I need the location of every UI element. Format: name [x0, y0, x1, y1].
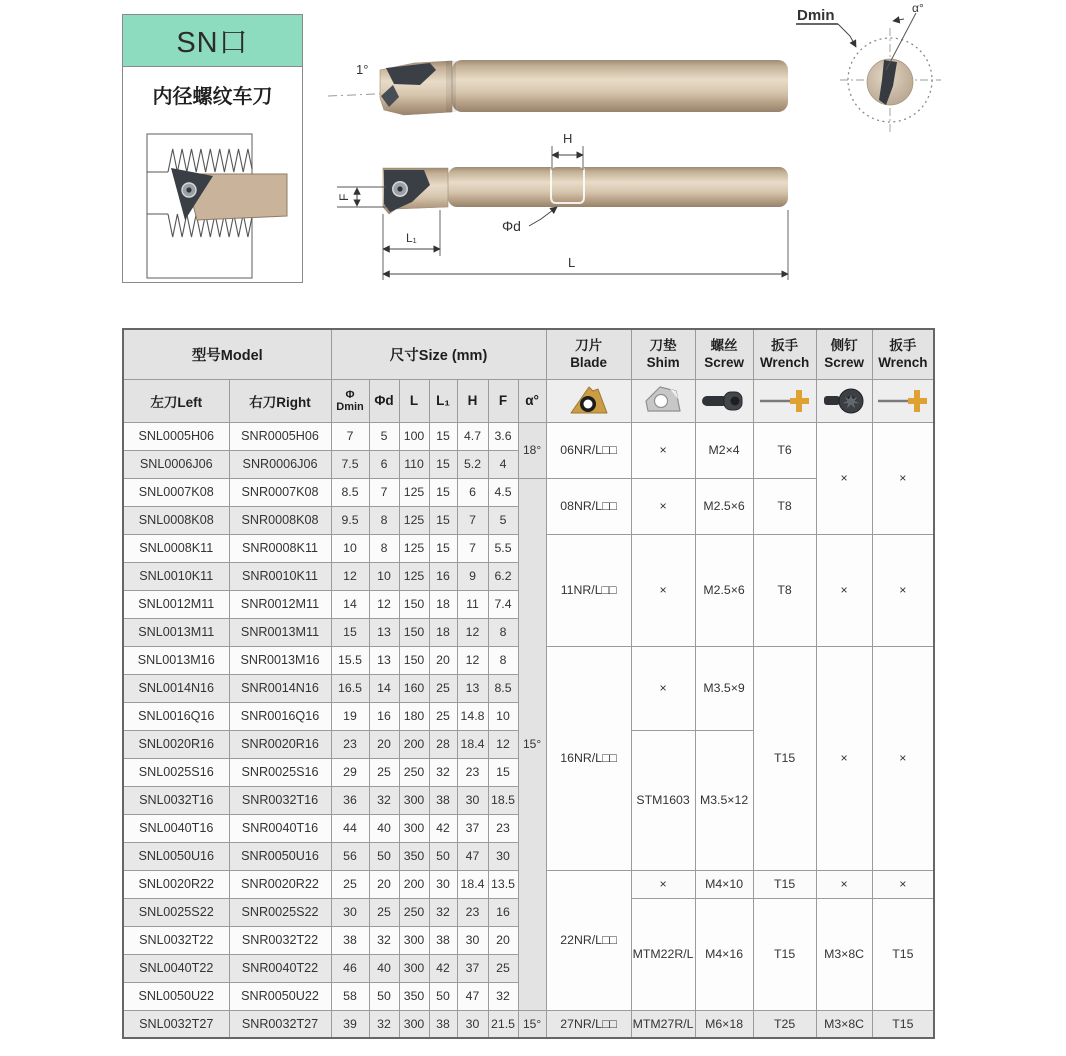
- torx-wrench-icon: [875, 386, 931, 416]
- cell-d: 20: [369, 730, 399, 758]
- cell-right: SNR0010K11: [229, 562, 331, 590]
- cell-side-screw: ×: [816, 646, 872, 870]
- cell-side-screw: ×: [816, 534, 872, 646]
- dim-label-phi-d: Φd: [502, 218, 521, 234]
- cell-dmin: 16.5: [331, 674, 369, 702]
- cell-F: 20: [488, 926, 518, 954]
- cell-L: 300: [399, 954, 429, 982]
- cell-d: 13: [369, 618, 399, 646]
- cell-L: 350: [399, 982, 429, 1010]
- header-blade-icon-cell: [546, 379, 631, 422]
- cell-L1: 38: [429, 926, 457, 954]
- cell-L1: 30: [429, 870, 457, 898]
- cell-L: 250: [399, 898, 429, 926]
- cell-wrench: T15: [753, 870, 816, 898]
- cell-H: 6: [457, 478, 488, 506]
- cell-H: 30: [457, 1010, 488, 1038]
- cell-H: 7: [457, 534, 488, 562]
- cell-blade: 08NR/L□□: [546, 478, 631, 534]
- header-screw-icon-cell: [695, 379, 753, 422]
- cell-L1: 38: [429, 1010, 457, 1038]
- cell-L1: 50: [429, 982, 457, 1010]
- blade-insert-icon: [566, 383, 612, 419]
- cell-d: 12: [369, 590, 399, 618]
- cell-L: 150: [399, 590, 429, 618]
- dim-label-dmin: Dmin: [797, 7, 835, 24]
- cell-dmin: 39: [331, 1010, 369, 1038]
- cell-right: SNR0006J06: [229, 450, 331, 478]
- angle-1deg-label: 1°: [356, 62, 369, 77]
- torx-wrench-icon: [757, 386, 813, 416]
- header-wrench-icon-cell: [753, 379, 816, 422]
- header-shim: 刀垫 Shim: [631, 329, 695, 379]
- cell-blade: 16NR/L□□: [546, 646, 631, 870]
- header-right-tool: 右刀Right: [229, 379, 331, 422]
- cell-F: 15: [488, 758, 518, 786]
- cell-F: 30: [488, 842, 518, 870]
- cell-d: 5: [369, 422, 399, 450]
- cell-left: SNL0016Q16: [123, 702, 229, 730]
- cell-d: 50: [369, 982, 399, 1010]
- cell-d: 13: [369, 646, 399, 674]
- cell-F: 4: [488, 450, 518, 478]
- cell-left: SNL0008K11: [123, 534, 229, 562]
- header-l: L: [399, 379, 429, 422]
- cell-right: SNR0005H06: [229, 422, 331, 450]
- cell-shim: STM1603: [631, 730, 695, 870]
- cell-right: SNR0014N16: [229, 674, 331, 702]
- cell-d: 25: [369, 898, 399, 926]
- cell-right: SNR0016Q16: [229, 702, 331, 730]
- header-phi-d: Φd: [369, 379, 399, 422]
- cell-H: 37: [457, 814, 488, 842]
- header-wrench-2: 扳手 Wrench: [872, 329, 934, 379]
- cell-F: 10: [488, 702, 518, 730]
- cell-wrench-2: ×: [872, 646, 934, 870]
- cell-side-screw: ×: [816, 422, 872, 534]
- cell-H: 11: [457, 590, 488, 618]
- cell-L: 150: [399, 618, 429, 646]
- cell-H: 30: [457, 926, 488, 954]
- header-l1: L₁: [429, 379, 457, 422]
- cell-dmin: 10: [331, 534, 369, 562]
- cell-H: 7: [457, 506, 488, 534]
- header-side-screw: 侧钉 Screw: [816, 329, 872, 379]
- cell-dmin: 36: [331, 786, 369, 814]
- cell-left: SNL0032T16: [123, 786, 229, 814]
- cell-dmin: 56: [331, 842, 369, 870]
- cell-left: SNL0025S16: [123, 758, 229, 786]
- cell-H: 23: [457, 898, 488, 926]
- cell-wrench-2: T15: [872, 1010, 934, 1038]
- cell-left: SNL0013M11: [123, 618, 229, 646]
- cell-left: SNL0025S22: [123, 898, 229, 926]
- cell-blade: 06NR/L□□: [546, 422, 631, 478]
- header-blade: 刀片 Blade: [546, 329, 631, 379]
- header-screw: 螺丝 Screw: [695, 329, 753, 379]
- cell-dmin: 25: [331, 870, 369, 898]
- cell-right: SNR0020R16: [229, 730, 331, 758]
- cell-dmin: 15: [331, 618, 369, 646]
- cell-L1: 15: [429, 422, 457, 450]
- tool-dimension-drawing: [0, 0, 1066, 315]
- table-row: [123, 478, 934, 506]
- header-left-tool: 左刀Left: [123, 379, 229, 422]
- cell-dmin: 19: [331, 702, 369, 730]
- cell-d: 40: [369, 954, 399, 982]
- cell-dmin: 12: [331, 562, 369, 590]
- cell-left: SNL0012M11: [123, 590, 229, 618]
- cell-right: SNR0012M11: [229, 590, 331, 618]
- header-shim-icon-cell: [631, 379, 695, 422]
- cell-right: SNR0008K11: [229, 534, 331, 562]
- cell-L1: 38: [429, 786, 457, 814]
- cell-side-screw: M3×8C: [816, 898, 872, 1010]
- cell-H: 47: [457, 842, 488, 870]
- cell-F: 12: [488, 730, 518, 758]
- cell-L: 125: [399, 534, 429, 562]
- cell-L1: 42: [429, 954, 457, 982]
- cell-H: 18.4: [457, 870, 488, 898]
- cell-H: 23: [457, 758, 488, 786]
- cell-shim: MTM27R/L: [631, 1010, 695, 1038]
- cell-d: 32: [369, 786, 399, 814]
- cell-shim: ×: [631, 478, 695, 534]
- cell-wrench: T6: [753, 422, 816, 478]
- cell-L: 180: [399, 702, 429, 730]
- dim-label-f: F: [337, 193, 351, 201]
- cell-F: 16: [488, 898, 518, 926]
- cell-shim: ×: [631, 422, 695, 478]
- cell-dmin: 15.5: [331, 646, 369, 674]
- cell-d: 8: [369, 506, 399, 534]
- cell-wrench: T8: [753, 478, 816, 534]
- cell-left: SNL0008K08: [123, 506, 229, 534]
- cell-H: 37: [457, 954, 488, 982]
- cell-right: SNR0007K08: [229, 478, 331, 506]
- cell-L: 125: [399, 506, 429, 534]
- cell-dmin: 9.5: [331, 506, 369, 534]
- cell-L1: 18: [429, 618, 457, 646]
- cell-blade: 22NR/L□□: [546, 870, 631, 1010]
- cell-L: 160: [399, 674, 429, 702]
- cell-L1: 18: [429, 590, 457, 618]
- cell-L1: 15: [429, 478, 457, 506]
- cell-L1: 25: [429, 702, 457, 730]
- cell-H: 30: [457, 786, 488, 814]
- cell-dmin: 38: [331, 926, 369, 954]
- cell-H: 18.4: [457, 730, 488, 758]
- cell-dmin: 29: [331, 758, 369, 786]
- cell-left: SNL0050U16: [123, 842, 229, 870]
- dim-label-h: H: [563, 131, 573, 146]
- cell-L: 300: [399, 786, 429, 814]
- table-row: [123, 1010, 934, 1038]
- header-dmin: Φ Dmin: [331, 379, 369, 422]
- cell-dmin: 7: [331, 422, 369, 450]
- cell-F: 23: [488, 814, 518, 842]
- table-row: [123, 422, 934, 450]
- cell-L: 100: [399, 422, 429, 450]
- cell-dmin: 7.5: [331, 450, 369, 478]
- cell-F: 8: [488, 646, 518, 674]
- cell-right: SNR0040T22: [229, 954, 331, 982]
- cell-right: SNR0040T16: [229, 814, 331, 842]
- cell-d: 40: [369, 814, 399, 842]
- cell-screw: M4×16: [695, 898, 753, 1010]
- cell-F: 5: [488, 506, 518, 534]
- dim-label-l1: L₁: [406, 231, 417, 245]
- shim-icon: [640, 383, 686, 419]
- cell-right: SNR0025S16: [229, 758, 331, 786]
- cell-d: 7: [369, 478, 399, 506]
- cell-d: 32: [369, 926, 399, 954]
- cell-left: SNL0050U22: [123, 982, 229, 1010]
- cell-shim: MTM22R/L: [631, 898, 695, 1010]
- side-screw-icon: [818, 384, 870, 418]
- cell-left: SNL0040T16: [123, 814, 229, 842]
- cell-dmin: 14: [331, 590, 369, 618]
- cell-dmin: 44: [331, 814, 369, 842]
- cell-d: 32: [369, 1010, 399, 1038]
- cell-L1: 16: [429, 562, 457, 590]
- cell-screw: M2.5×6: [695, 534, 753, 646]
- spec-table-body: [123, 422, 934, 1038]
- header-side-screw-icon-cell: [816, 379, 872, 422]
- cell-L: 125: [399, 562, 429, 590]
- cell-F: 8.5: [488, 674, 518, 702]
- cell-alpha: 18°: [518, 422, 546, 478]
- cell-dmin: 8.5: [331, 478, 369, 506]
- cell-wrench: T15: [753, 646, 816, 870]
- tool-side-view-top: [328, 60, 788, 115]
- cell-right: SNR0050U16: [229, 842, 331, 870]
- cell-blade: 27NR/L□□: [546, 1010, 631, 1038]
- header-h: H: [457, 379, 488, 422]
- cell-left: SNL0007K08: [123, 478, 229, 506]
- header-size: 尺寸Size (mm): [331, 329, 546, 379]
- cell-d: 25: [369, 758, 399, 786]
- cell-L1: 32: [429, 898, 457, 926]
- cell-F: 18.5: [488, 786, 518, 814]
- cell-L: 350: [399, 842, 429, 870]
- cell-right: SNR0032T27: [229, 1010, 331, 1038]
- cell-F: 25: [488, 954, 518, 982]
- cell-H: 5.2: [457, 450, 488, 478]
- tool-end-view: [796, 1, 941, 133]
- cell-screw: M4×10: [695, 870, 753, 898]
- cell-left: SNL0010K11: [123, 562, 229, 590]
- cell-dmin: 23: [331, 730, 369, 758]
- cell-L: 125: [399, 478, 429, 506]
- cell-L1: 42: [429, 814, 457, 842]
- cell-shim: ×: [631, 646, 695, 730]
- cell-side-screw: ×: [816, 870, 872, 898]
- cell-right: SNR0013M16: [229, 646, 331, 674]
- cell-L: 300: [399, 814, 429, 842]
- cell-H: 14.8: [457, 702, 488, 730]
- cell-L1: 15: [429, 506, 457, 534]
- cell-H: 9: [457, 562, 488, 590]
- cell-right: SNR0032T22: [229, 926, 331, 954]
- cell-wrench-2: ×: [872, 870, 934, 898]
- cell-left: SNL0013M16: [123, 646, 229, 674]
- cell-L: 300: [399, 1010, 429, 1038]
- cell-F: 7.4: [488, 590, 518, 618]
- cell-F: 5.5: [488, 534, 518, 562]
- cell-left: SNL0020R16: [123, 730, 229, 758]
- cell-L1: 28: [429, 730, 457, 758]
- cell-screw: M2×4: [695, 422, 753, 478]
- cell-wrench-2: ×: [872, 534, 934, 646]
- cell-right: SNR0025S22: [229, 898, 331, 926]
- header-wrench: 扳手 Wrench: [753, 329, 816, 379]
- cell-L1: 25: [429, 674, 457, 702]
- cell-d: 10: [369, 562, 399, 590]
- cell-dmin: 30: [331, 898, 369, 926]
- cell-L1: 20: [429, 646, 457, 674]
- cell-wrench-2: ×: [872, 422, 934, 534]
- cell-dmin: 58: [331, 982, 369, 1010]
- cell-d: 6: [369, 450, 399, 478]
- cell-shim: ×: [631, 534, 695, 646]
- dim-label-alpha: α°: [912, 1, 924, 15]
- cell-side-screw: M3×8C: [816, 1010, 872, 1038]
- cell-right: SNR0050U22: [229, 982, 331, 1010]
- header-model: 型号Model: [123, 329, 331, 379]
- cell-L1: 50: [429, 842, 457, 870]
- cell-screw: M3.5×9: [695, 646, 753, 730]
- cell-left: SNL0020R22: [123, 870, 229, 898]
- cell-dmin: 46: [331, 954, 369, 982]
- cell-H: 47: [457, 982, 488, 1010]
- cell-d: 14: [369, 674, 399, 702]
- cell-screw: M3.5×12: [695, 730, 753, 870]
- cell-L1: 32: [429, 758, 457, 786]
- cell-left: SNL0032T22: [123, 926, 229, 954]
- tool-side-view-bottom: [337, 131, 788, 280]
- cell-wrench-2: T15: [872, 898, 934, 1010]
- cell-L1: 15: [429, 450, 457, 478]
- cell-d: 8: [369, 534, 399, 562]
- cell-F: 13.5: [488, 870, 518, 898]
- cell-right: SNR0008K08: [229, 506, 331, 534]
- cell-left: SNL0032T27: [123, 1010, 229, 1038]
- cell-wrench: T25: [753, 1010, 816, 1038]
- cell-L: 200: [399, 730, 429, 758]
- cell-F: 3.6: [488, 422, 518, 450]
- cell-right: SNR0013M11: [229, 618, 331, 646]
- cell-wrench: T15: [753, 898, 816, 1010]
- cell-F: 21.5: [488, 1010, 518, 1038]
- series-name: 内径螺纹车刀: [152, 86, 273, 108]
- header-f: F: [488, 379, 518, 422]
- cell-shim: ×: [631, 870, 695, 898]
- cell-d: 20: [369, 870, 399, 898]
- header-wrench2-icon-cell: [872, 379, 934, 422]
- cell-wrench: T8: [753, 534, 816, 646]
- cell-F: 32: [488, 982, 518, 1010]
- cell-alpha: 15°: [518, 478, 546, 1010]
- spec-table: [122, 328, 935, 1039]
- dim-label-l: L: [568, 255, 576, 270]
- header-alpha: α°: [518, 379, 546, 422]
- cell-L: 300: [399, 926, 429, 954]
- cell-H: 4.7: [457, 422, 488, 450]
- cell-alpha: 15°: [518, 1010, 546, 1038]
- cell-F: 8: [488, 618, 518, 646]
- cell-blade: 11NR/L□□: [546, 534, 631, 646]
- cell-F: 6.2: [488, 562, 518, 590]
- cell-L: 200: [399, 870, 429, 898]
- cell-d: 50: [369, 842, 399, 870]
- cell-left: SNL0014N16: [123, 674, 229, 702]
- cell-d: 16: [369, 702, 399, 730]
- cell-screw: M6×18: [695, 1010, 753, 1038]
- cell-F: 4.5: [488, 478, 518, 506]
- cell-right: SNR0020R22: [229, 870, 331, 898]
- cell-H: 12: [457, 646, 488, 674]
- series-code: SN口: [176, 27, 249, 59]
- cell-H: 12: [457, 618, 488, 646]
- cell-H: 13: [457, 674, 488, 702]
- cell-L1: 15: [429, 534, 457, 562]
- cell-L: 150: [399, 646, 429, 674]
- cell-right: SNR0032T16: [229, 786, 331, 814]
- cell-left: SNL0005H06: [123, 422, 229, 450]
- cell-left: SNL0040T22: [123, 954, 229, 982]
- screw-icon: [698, 385, 750, 417]
- cell-L: 250: [399, 758, 429, 786]
- cell-left: SNL0006J06: [123, 450, 229, 478]
- cell-screw: M2.5×6: [695, 478, 753, 534]
- cell-L: 110: [399, 450, 429, 478]
